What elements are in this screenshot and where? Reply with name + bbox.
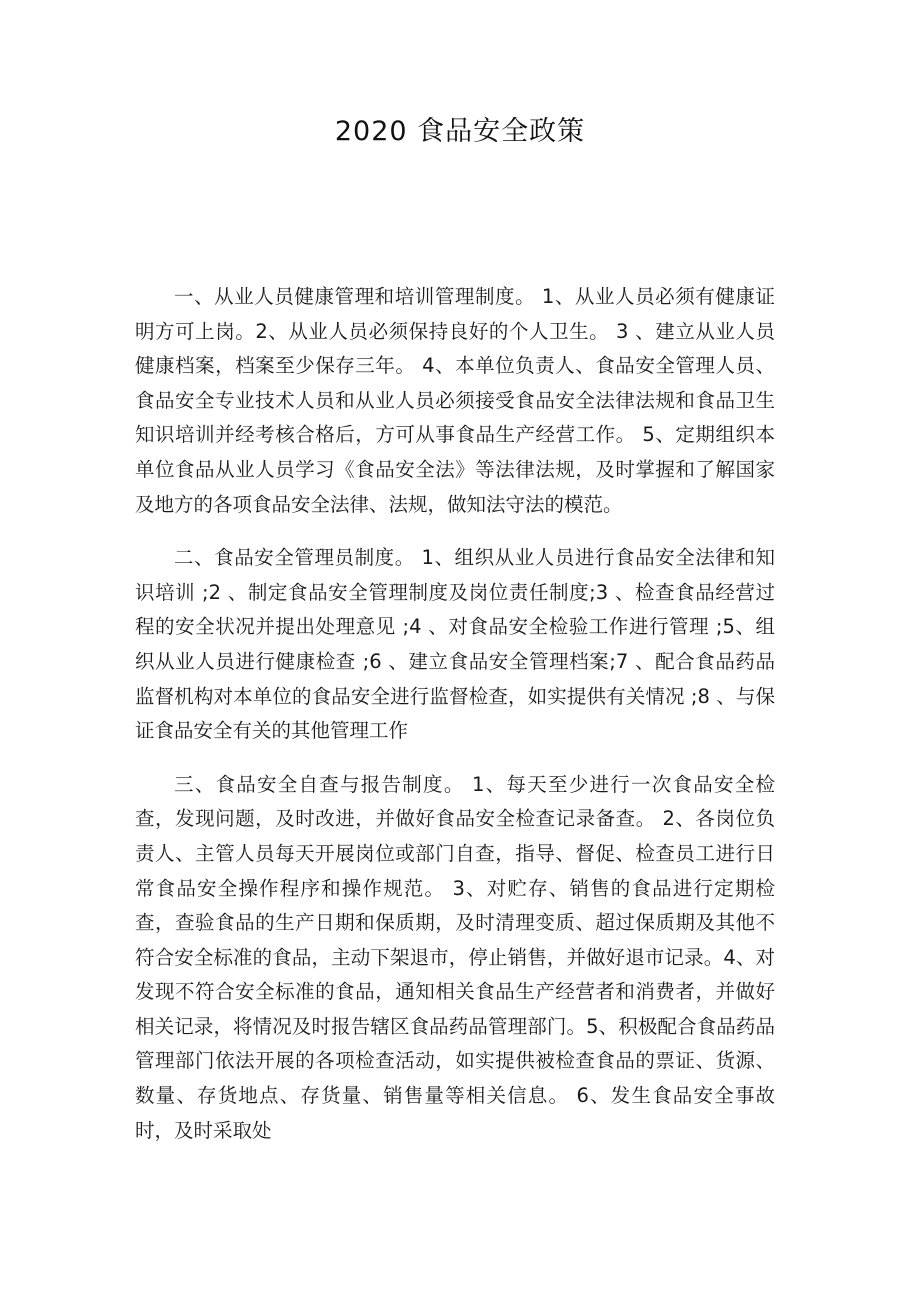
paragraph-self-inspection-report: 三、食品安全自查与报告制度。 1、每天至少进行一次食品安全检查，发现问题，及时改进，并做好食品安全检查记录备查。 2、各岗位负责人、主管人员每天开展岗位或部门自查，指导、督促、检查员工进行日常食品安全操作程序和操作规范。 3、对贮存、销售的食品进行定期检查，查验食品的生产日期和保质期，及时清理变质、超过保质期及其他不符合安全标准的食品，主动下架退市，停止销售，并做好退市记录。4、对发现不符合安全标准的食品，通知相关食品生产经营者和消费者，并做好相关记录，将情况及时报告辖区食品药品管理部门。5、积极配合食品药品管理部门依法开展的各项检查活动，如实提供被检查食品的票证、货源、数量、存货地点、存货量、销售量等相关信息。 6、发生食品安全事故时，及时采取处 (135, 772, 775, 1142)
paragraph-staff-health-training: 一、从业人员健康管理和培训管理制度。 1、从业人员必须有健康证明方可上岗。2、从业人员必须保持良好的个人卫生。 3 、建立从业人员健康档案，档案至少保存三年。 4、本单位负责人、食品安全管理人员、食品安全专业技术人员和从业人员必须接受食品安全法律法规和食品卫生知识培训并经考核合格后，方可从事食品生产经营工作。 5、定期组织本单位食品从业人员学习《食品安全法》等法律法规，及时掌握和了解国家及地方的各项食品安全法律、法规，做知法守法的模范。 (135, 285, 775, 516)
document-title: 2020 食品安全政策 (334, 116, 586, 147)
paragraph-safety-manager: 二、食品安全管理员制度。 1、组织从业人员进行食品安全法律和知识培训 ;2 、制定食品安全管理制度及岗位责任制度;3 、检查食品经营过程的安全状况并提出处理意见 ;4 、对食品安全检验工作进行管理 ;5、组织从业人员进行健康检查 ;6 、建立食品安全管理档案;7 、配合食品药品监督机构对本单位的食品安全进行监督检查，如实提供有关情况 ;8 、与保证食品安全有关的其他管理工作 (135, 546, 775, 743)
document-body (135, 280, 775, 1167)
